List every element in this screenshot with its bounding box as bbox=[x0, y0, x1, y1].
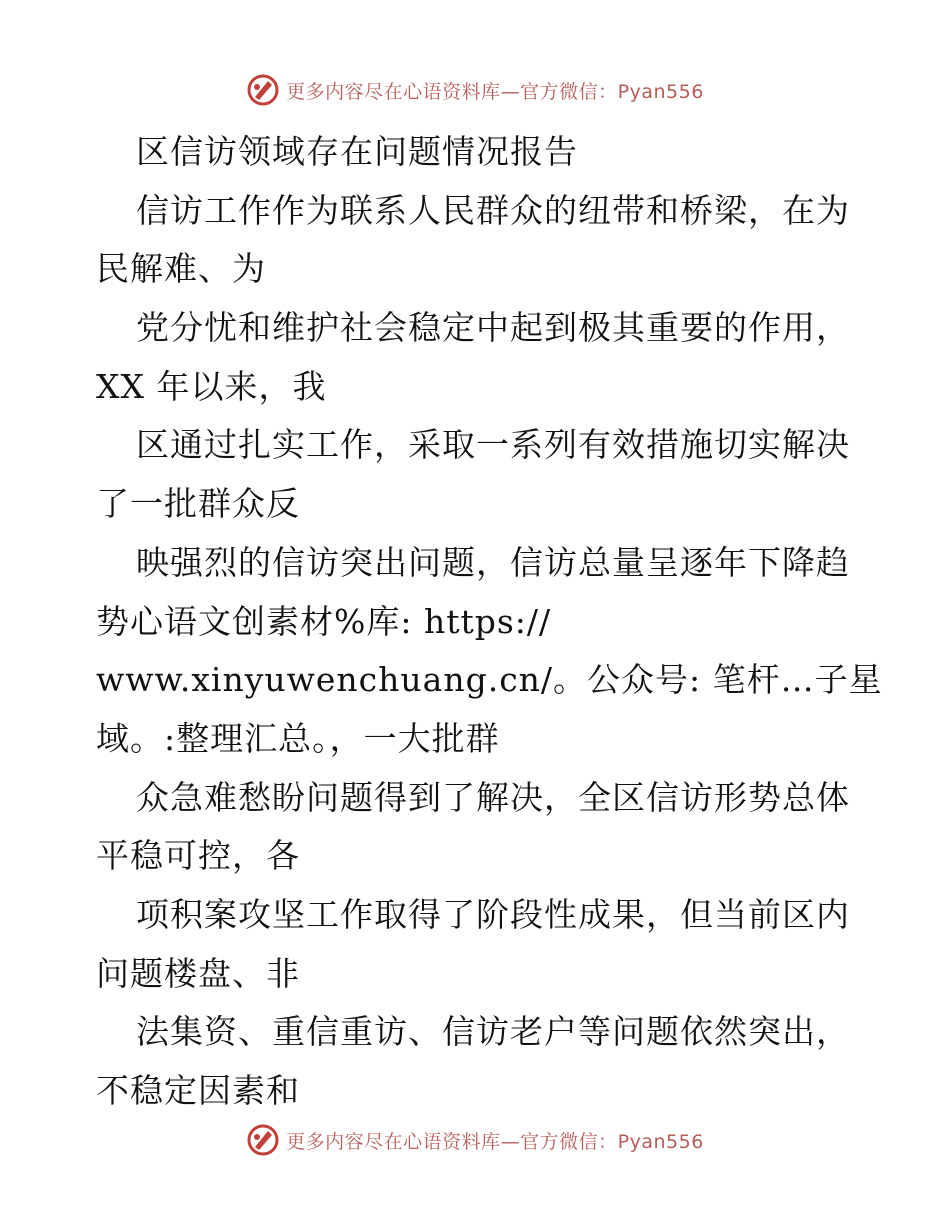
text-line: 区通过扎实工作，采取一系列有效措施切实解决 bbox=[136, 425, 850, 465]
text-line: 民解难、为 bbox=[96, 249, 266, 289]
text-line: 不稳定因素和 bbox=[96, 1071, 300, 1110]
text-line: 势心语文创素材%库: https:// bbox=[96, 601, 552, 641]
text-line: 平稳可控，各 bbox=[96, 836, 300, 876]
text-line: XX 年以来，我 bbox=[96, 366, 327, 406]
header-banner bbox=[0, 70, 950, 110]
text-line: 项积案攻坚工作取得了阶段性成果，但当前区内 bbox=[136, 894, 850, 934]
text-line: 众急难愁盼问题得到了解决，全区信访形势总体 bbox=[136, 777, 850, 817]
text-line: 问题楼盘、非 bbox=[96, 953, 300, 993]
text-line: www.xinyuwenchuang.cn/。公众号: 笔杆…子星 bbox=[96, 660, 883, 700]
footer-banner bbox=[0, 1120, 950, 1160]
header-banner-text: 更多内容尽在心语资料库—官方微信：Pyan556 bbox=[286, 80, 704, 103]
text-line: 映强烈的信访突出问题，信访总量呈逐年下降趋 bbox=[136, 542, 850, 582]
brand-logo-icon bbox=[246, 1123, 280, 1157]
text-line: 党分忧和维护社会稳定中起到极其重要的作用， bbox=[136, 308, 850, 348]
document-body bbox=[96, 123, 916, 1121]
text-line: 法集资、重信重访、信访老户等问题依然突出， bbox=[136, 1012, 850, 1052]
brand-logo-icon bbox=[246, 73, 280, 107]
text-line: 域。:整理汇总。，一大批群 bbox=[96, 718, 500, 758]
text-line: 了一批群众反 bbox=[96, 484, 300, 524]
document-title: 区信访领域存在问题情况报告 bbox=[136, 132, 578, 171]
footer-banner-text: 更多内容尽在心语资料库—官方微信：Pyan556 bbox=[286, 1130, 704, 1153]
text-line: 信访工作作为联系人民群众的纽带和桥梁，在为 bbox=[136, 190, 850, 230]
